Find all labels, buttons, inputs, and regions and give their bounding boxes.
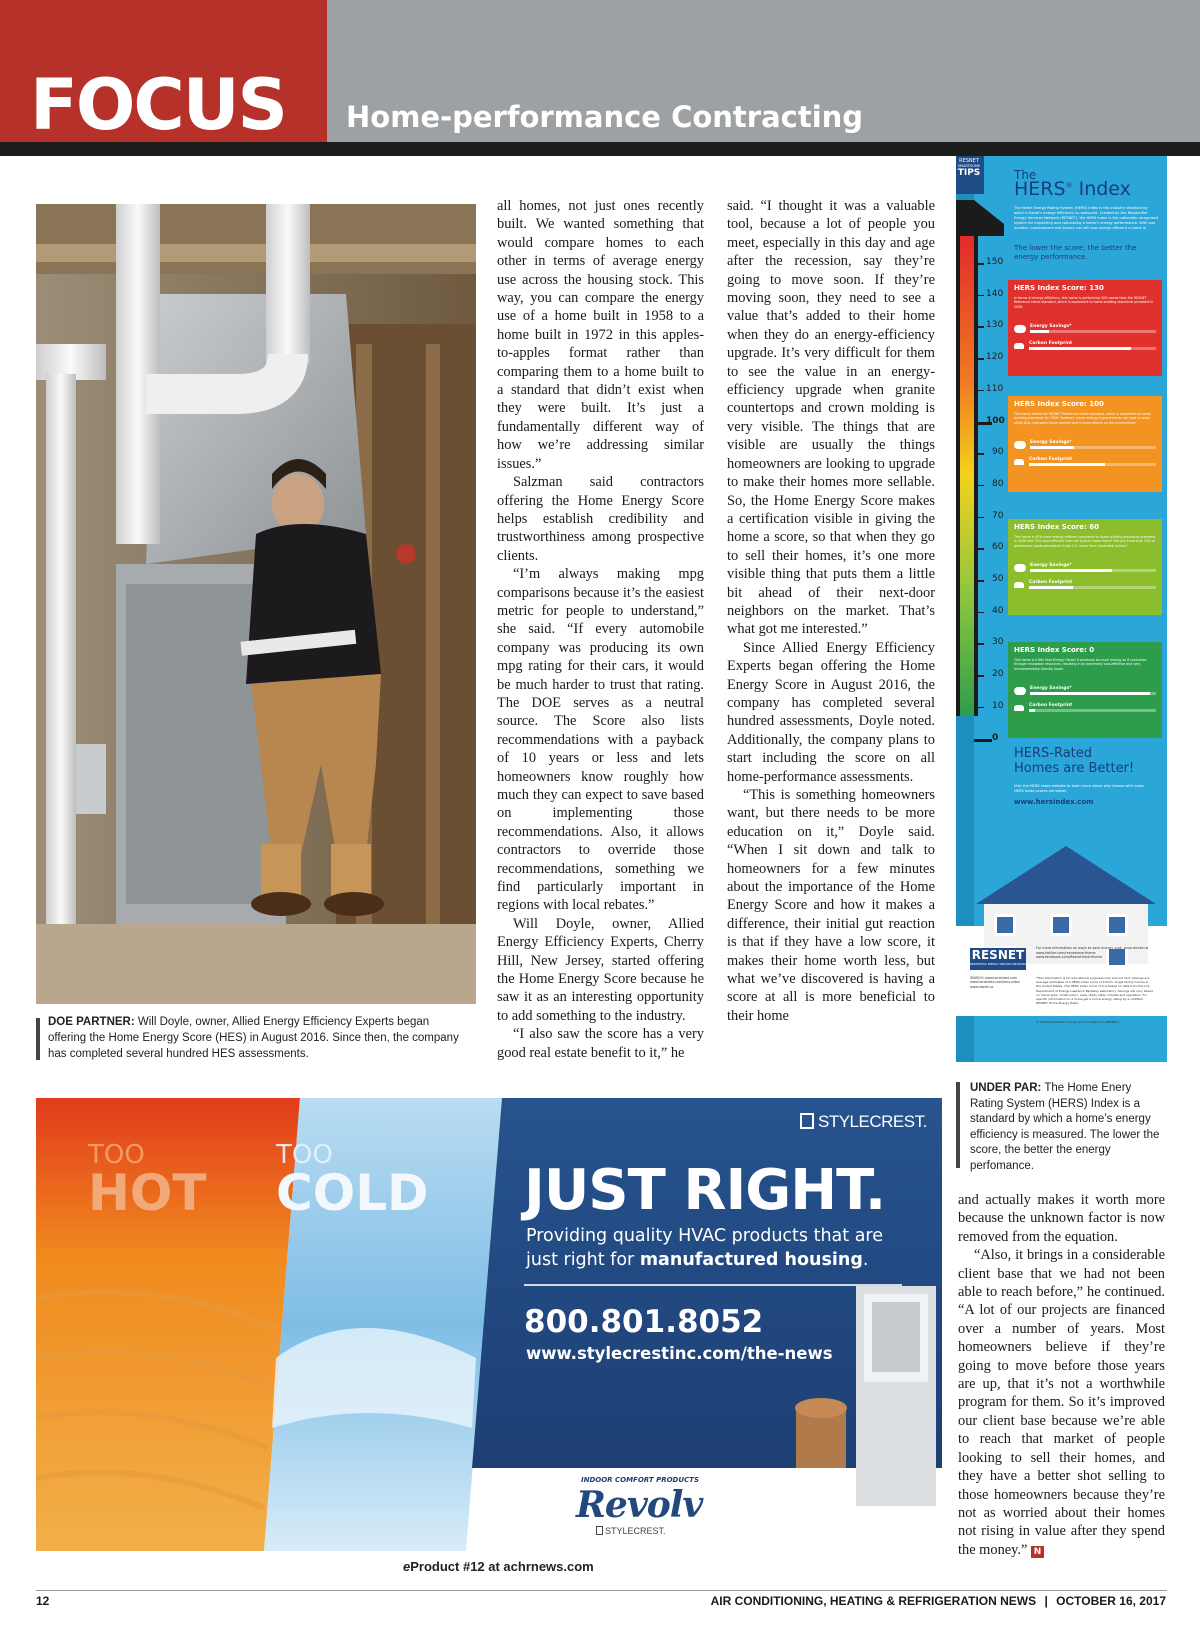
carbon-footprint-label: Carbon Footprint xyxy=(1029,457,1073,462)
article-column-2 xyxy=(727,197,935,1025)
ad-subline-2a: just right for xyxy=(526,1250,640,1270)
scale-tick-mark xyxy=(974,739,992,742)
energy-savings-row xyxy=(1014,563,1156,572)
hers-title xyxy=(1014,178,1131,200)
hers-score-card xyxy=(1008,519,1162,615)
badge-resnet: RESNET xyxy=(959,158,979,164)
scale-tick-mark xyxy=(974,580,984,582)
scale-tick-mark xyxy=(974,263,984,265)
scale-tick-label: 40 xyxy=(992,605,1004,616)
carbon-footprint-fill xyxy=(1029,463,1105,466)
revolv-stylecrest xyxy=(596,1526,666,1536)
scale-tick-mark xyxy=(974,707,984,709)
house-window xyxy=(1050,914,1072,936)
score-card-title: HERS Index Score: 0 xyxy=(1014,646,1095,654)
scale-tick-label: 120 xyxy=(986,352,1004,363)
eproduct-text: Product #12 at achrnews.com xyxy=(410,1559,594,1574)
carbon-footprint-label: Carbon Footprint xyxy=(1029,580,1073,585)
piggy-bank-icon xyxy=(1014,687,1026,695)
paragraph: “I also saw the score has a very good real estate benefit to it,” he xyxy=(497,1026,704,1061)
scale-tick-mark xyxy=(974,295,984,297)
scale-tick-mark xyxy=(974,358,984,360)
revolv-stylecrest-text: STYLECREST. xyxy=(605,1526,666,1536)
footprint-icon xyxy=(1014,582,1024,588)
scale-tick-mark xyxy=(974,612,984,614)
energy-savings-bar xyxy=(1030,446,1156,449)
energy-savings-bar xyxy=(1030,569,1156,572)
footprint-icon xyxy=(1014,459,1024,465)
carbon-footprint-fill xyxy=(1029,709,1035,712)
energy-savings-label: Energy Savings* xyxy=(1030,324,1072,329)
article-column-1 xyxy=(497,197,704,1062)
paragraph: Salzman said contractors offering the Home Energy Score helps establish credibility and trustworthiness among prospective clients. xyxy=(497,474,704,564)
too-hot-too: TOO xyxy=(88,1140,145,1170)
scale-tick-mark xyxy=(974,517,984,519)
footer-rule xyxy=(36,1590,1167,1591)
eproduct-e: e xyxy=(403,1559,411,1574)
carbon-footprint-row xyxy=(1014,457,1156,466)
scale-tick-mark xyxy=(974,643,984,645)
too-cold-text: COLD xyxy=(276,1164,429,1222)
paragraph: and actually makes it worth more because the unknown factor is now removed from the equation. xyxy=(958,1192,1165,1245)
focus-heading: FOCUS xyxy=(30,64,286,146)
energy-savings-fill xyxy=(1030,569,1112,572)
hers-caption-label: UNDER PAR: xyxy=(970,1082,1042,1094)
house-window xyxy=(994,914,1016,936)
revolv-logo: Revolv xyxy=(576,1484,703,1526)
scale-tick-mark xyxy=(974,390,984,392)
energy-savings-row xyxy=(1014,686,1156,695)
hers-url[interactable]: www.hersindex.com xyxy=(1014,798,1094,806)
scale-tick-label: 20 xyxy=(992,669,1004,680)
ad-subline-2c: . xyxy=(862,1250,869,1270)
energy-savings-fill xyxy=(1030,692,1150,695)
hers-visit-text: Visit the HERS Index website to learn more about why homes with lower HERS Index scores are better. xyxy=(1014,784,1145,793)
energy-savings-bar xyxy=(1030,692,1156,695)
score-card-title: HERS Index Score: 60 xyxy=(1014,523,1099,531)
energy-savings-row xyxy=(1014,324,1156,333)
scale-tick-label: 70 xyxy=(992,510,1004,521)
carbon-footprint-row xyxy=(1014,703,1156,712)
hers-lower-better: The lower the score, the better the energy performance. xyxy=(1014,244,1137,261)
carbon-footprint-bar xyxy=(1029,347,1156,350)
too-hot-text: HOT xyxy=(88,1164,207,1222)
hers-score-card xyxy=(1008,280,1162,376)
hers-rated-heading xyxy=(1014,746,1134,776)
footer-publication xyxy=(711,1594,1166,1608)
carbon-footprint-fill xyxy=(1029,586,1073,589)
photo-caption-bar xyxy=(36,1018,40,1060)
hers-rated-line2: Homes are Better! xyxy=(1014,761,1135,776)
scale-tick-label: 110 xyxy=(986,383,1004,394)
stylecrest-mark-icon xyxy=(800,1113,814,1129)
resnet-logo-text: RESNET xyxy=(971,948,1025,962)
section-title: Home-performance Contracting xyxy=(346,100,864,134)
house-window xyxy=(1106,914,1128,936)
paragraph: all homes, not just ones recently built. We wanted something that would compare homes to each other in terms of average energy use across the housing stock. This way, you can compare the energy use of a home built in 1958 to a home built in 1972 in this apples-to-apples format rather than comparing them to a home built to a standard that didn’t exist when they were built. It’s just a fundamentally different way of how we’re addressing similar issues.” xyxy=(497,198,704,472)
ad-phone[interactable]: 800.801.8052 xyxy=(524,1304,764,1340)
scale-tick-label: 140 xyxy=(986,288,1004,299)
revolv-tagline: INDOOR COMFORT PRODUCTS xyxy=(581,1476,699,1484)
scale-tick-label: 90 xyxy=(992,447,1004,458)
carbon-footprint-label: Carbon Footprint xyxy=(1029,703,1073,708)
hers-info-links: For more information on ways to save energy visit: www.resnet.us www.twitter.com/resnetsmarthome www.facebook.com/ResnetSmartHome xyxy=(1036,946,1149,960)
stylecrest-advertisement[interactable] xyxy=(36,1098,942,1551)
score-card-desc: In terms of energy efficiency, this home is performing 30% worse than the RESNET Reference Home standard, which is equivalent to home building standards prevalent in 2006. xyxy=(1014,296,1154,309)
hers-intro: The Home Energy Rating System (HERS) Index is the industry standard by which a home’s energy efficiency is measured. Created by the Residential Energy Services Network (RESNET), the HERS Index is the nationally recognized system for inspecting and calculating a home’s energy performance. With one number, homeowners and buyers can tell how energy efficient a home is. xyxy=(1014,206,1159,230)
badge-tips: TIPS xyxy=(957,168,981,178)
piggy-bank-icon xyxy=(1014,441,1026,449)
paragraph: said. “I thought it was a valuable tool, because a lot of people you meet, especially in this day and age after the recession, say they’re going to move soon. If they’re moving soon, they need to see a value that’s added to their home when they do an energy-efficiency upgrade. It’s very difficult for them to see the value in an energy-efficiency upgrade when granite countertops and crown molding is very visible. The things that are visible are usually the things homeowners are looking to upgrade to make their homes more sellable. So, the Home Energy Score makes a certification visible in giving the home a score, so that when they go to sell their homes, it’s one more visible thing that puts them a little bit ahead of their next-door neighbors on the market. That’s what got me interested.” xyxy=(727,198,935,638)
carbon-footprint-fill xyxy=(1029,347,1131,350)
carbon-footprint-bar xyxy=(1029,463,1156,466)
hers-rated-line1: HERS-Rated xyxy=(1014,746,1093,761)
photo-caption-label: DOE PARTNER: xyxy=(48,1016,135,1028)
scale-tick-label: 150 xyxy=(986,257,1004,267)
carbon-footprint-label: Carbon Footprint xyxy=(1029,341,1073,346)
ad-subline xyxy=(526,1224,883,1272)
energy-savings-label: Energy Savings* xyxy=(1030,563,1072,568)
energy-savings-fill xyxy=(1030,330,1049,333)
energy-savings-label: Energy Savings* xyxy=(1030,440,1072,445)
carbon-footprint-row xyxy=(1014,580,1156,589)
badge-smarthome: SMARTHOME xyxy=(957,164,981,168)
score-card-desc: This home meets the RESNET Reference Home standard, which is equivalent to home building standards for 2006. However, smart energy improvements can lead to lower utility bills, improved home comfort and a home effects on the environment. xyxy=(1014,412,1152,425)
hers-caption-text: The Home Enery Rating System (HERS) Index is a standard by which a home’s energy efficiency is measured. The lower the score, the better the energy perfomance. xyxy=(970,1082,1160,1172)
stylecrest-logo-text: STYLECREST. xyxy=(818,1112,927,1131)
resnet-tips-badge xyxy=(956,156,984,194)
score-card-title: HERS Index Score: 130 xyxy=(1014,284,1104,292)
hers-search-links: SEARCH: www.hersindex.com www.hersindex.com/hers-index www.resnet.us xyxy=(970,976,1020,989)
piggy-bank-icon xyxy=(1014,564,1026,572)
score-card-title: HERS Index Score: 100 xyxy=(1014,400,1104,408)
contractor-photo xyxy=(36,204,476,1004)
hers-score-card xyxy=(1008,396,1162,492)
resnet-logo-tag: RESIDENTIAL ENERGY SERVICES NETWORK xyxy=(970,963,1026,966)
stylecrest-logo xyxy=(800,1112,927,1132)
energy-savings-fill xyxy=(1030,446,1074,449)
piggy-bank-icon xyxy=(1014,325,1026,333)
hers-copyright: © 2016 Residential Energy Services Network (RESNET) xyxy=(1036,1020,1119,1024)
energy-savings-bar xyxy=(1030,330,1156,333)
hers-caption-bar xyxy=(956,1082,960,1168)
hers-caption xyxy=(970,1081,1165,1174)
scale-tick-mark xyxy=(974,326,984,328)
ad-subline-2 xyxy=(526,1248,883,1272)
hers-the: The xyxy=(1014,168,1037,182)
too-cold-too: TOO xyxy=(276,1140,333,1170)
publication-name: AIR CONDITIONING, HEATING & REFRIGERATION NEWS xyxy=(710,1594,1037,1608)
resnet-logo xyxy=(970,948,1026,970)
scale-tick-label: 130 xyxy=(986,320,1004,331)
ad-url[interactable]: www.stylecrestinc.com/the-news xyxy=(526,1344,833,1363)
hers-title-index: Index xyxy=(1072,178,1131,200)
paragraph: “I’m always making mpg comparisons because it’s the easiest metric for people to understand,” she said. “If every automobile company was producing its own mpg rating for their cars, it would be much harder to trust that rating. The DOE serves as a neutral source. The Score also lists recommendations with a payback of 10 years or less and lets homeowners know roughly how much they can expect to save based on implementing those recommendations. Also, it allows contractors to override those recommendations, something we find particularly important in regions with local rebates.” xyxy=(497,566,704,914)
scale-tick-mark xyxy=(974,453,984,455)
scale-tick-mark xyxy=(974,548,984,550)
eproduct-label[interactable] xyxy=(403,1559,594,1574)
hers-disclaimer: *This information is for educational purposes only and not fact. Savings are average estimates of a HERS Index score of 130 for single family homes in the United States. The HERS Index score of 0 is based on data from the U.S. Department of Energy Lawrence Berkeley Laboratory. Savings will vary based on house type, construction, area, utility rates, climate and operation. For specific information on a home get a home energy rating by a certified RESNET Home Energy Rater. xyxy=(1036,976,1153,1006)
score-card-desc: This home is 40% more energy efficient compared to home building standards prevalent in 2006 and 70% more efficient than the typical resale home! Did you know that 20% of greenhouse gases generated in the U.S. come from residential homes? xyxy=(1014,535,1156,548)
scale-tick-mark xyxy=(974,485,984,487)
energy-savings-label: Energy Savings* xyxy=(1030,686,1072,691)
energy-savings-row xyxy=(1014,440,1156,449)
photo-caption xyxy=(48,1014,468,1062)
hers-index-infographic xyxy=(956,156,1167,1062)
scale-tick-label: 10 xyxy=(992,700,1004,711)
paragraph: Will Doyle, owner, Allied Energy Efficiency Experts, Cherry Hill, New Jersey, started offering the Home Energy Score because he saw it as an interesting opportunity to add something to the industry. xyxy=(497,915,704,1024)
hers-score-card xyxy=(1008,642,1162,738)
scale-tick-label: 60 xyxy=(992,542,1004,553)
paragraph: “This is something homeowners want, but there needs to be more education on it,” Doyle said. “When I sit down and talk to homeowners for a few minutes about the importance of the Home Energy Score and how it makes a difference, their initial gut reaction is that if they have a low score, it makes their home worth less, but what we’ve discovered is having a score at all is more beneficial to their home xyxy=(727,787,935,1024)
carbon-footprint-row xyxy=(1014,341,1156,350)
revolv-mark-icon xyxy=(596,1526,603,1535)
footprint-icon xyxy=(1014,343,1024,349)
article-column-3 xyxy=(958,1191,1165,1559)
paragraph: Since Allied Energy Efficiency Experts began offering the Home Energy Score in August 2016, the company has completed several hundred assessments, Doyle noted. Additionally, the company plans to start including the score on all home-performance assessments. xyxy=(727,639,935,785)
photo-caption-text: Will Doyle, owner, Allied Energy Efficiency Experts began offering the Home Energy Score (HES) in August 2016. Since then, the company has completed several hundred HES assessments. xyxy=(48,1016,459,1060)
page-number: 12 xyxy=(36,1594,50,1608)
scale-tick-label: 30 xyxy=(992,637,1004,648)
paragraph-text: “Also, it brings in a considerable client base that we had not been able to reach before,” he continued. “A lot of our projects are financed over a number of years. Most homeowners believe if they’re going to move before those years are up, that it’s not a worthwhile program for them. So it’s improved our client base because we’re able to reach that market of people looking to sell their homes, and they have a better shot selling to those homeowners because they’re not as worried about their homes not rising in value after they spend the money.” xyxy=(958,1247,1165,1558)
ad-headline: JUST RIGHT. xyxy=(524,1158,886,1223)
footprint-icon xyxy=(1014,705,1024,711)
ad-subline-2b: manufactured housing xyxy=(639,1250,863,1270)
hers-title-reg: ® xyxy=(1065,181,1073,190)
ad-subline-1: Providing quality HVAC products that are xyxy=(526,1226,883,1246)
scale-tick-label: 50 xyxy=(992,574,1004,584)
scale-tick-label: 0 xyxy=(992,732,999,743)
end-mark: N xyxy=(1031,1546,1044,1558)
carbon-footprint-bar xyxy=(1029,586,1156,589)
footer-separator: | xyxy=(1044,1594,1048,1608)
scale-tick-label: 100 xyxy=(986,415,1005,426)
carbon-footprint-bar xyxy=(1029,709,1156,712)
paragraph xyxy=(958,1246,1165,1559)
publication-date: OCTOBER 16, 2017 xyxy=(1056,1594,1166,1608)
scale-tick-label: 80 xyxy=(992,478,1004,489)
score-card-desc: This home is a Net Zero Energy Home! It produces as much energy as it consumes through renewable resources, resulting in an extremely cost-effective and very environmentally friendly home. xyxy=(1014,658,1147,671)
scale-tick-mark xyxy=(974,675,984,677)
hers-title-text: HERS xyxy=(1014,178,1066,200)
